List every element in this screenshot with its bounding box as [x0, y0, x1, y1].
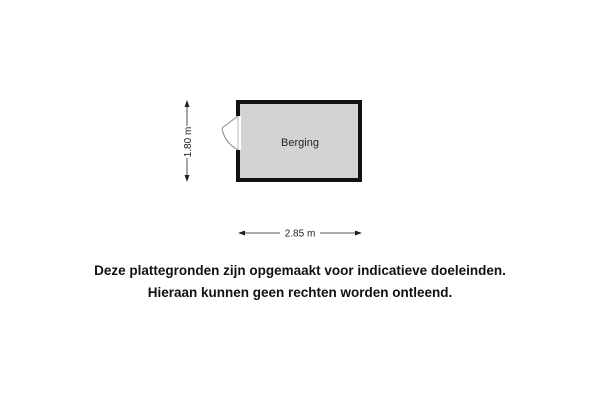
disclaimer-line-2: Hieraan kunnen geen rechten worden ontleend. [147, 285, 453, 300]
disclaimer-line-1: Deze plattegronden zijn opgemaakt voor indicatieve doeleinden. [94, 263, 506, 278]
width-label: 2.85 m [284, 228, 316, 240]
room-label: Berging [281, 137, 319, 149]
height-label: 1.80 m [183, 126, 194, 158]
